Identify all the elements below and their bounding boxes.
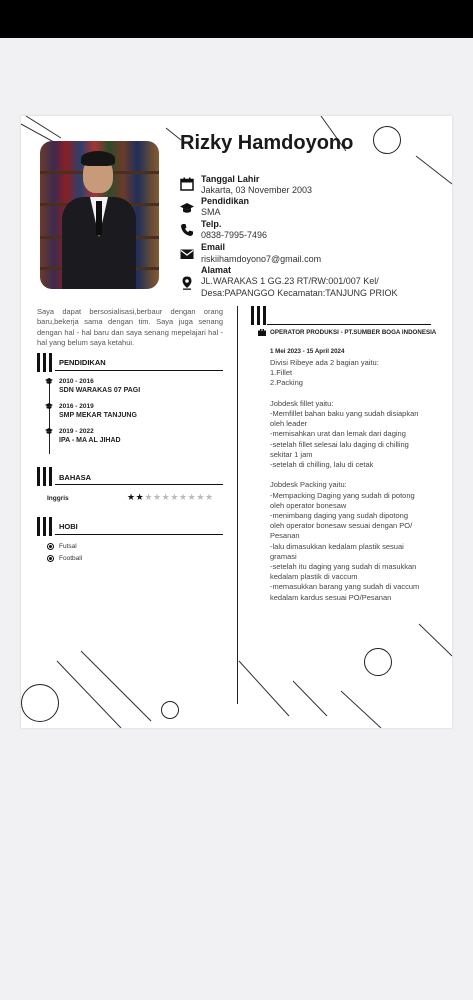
column-divider (237, 306, 238, 704)
experience-line: oleh operator bonesaw sesuai dengan PO/ (270, 521, 413, 531)
experience-line: Jobdesk Packing yaitu: (270, 480, 347, 490)
section-title-education: PENDIDIKAN (59, 358, 106, 367)
mail-icon (180, 247, 194, 261)
section-bars-icon (37, 353, 52, 372)
email-value: riskiihamdoyono7@gmail.com (201, 254, 322, 264)
address-label: Alamat (201, 265, 232, 275)
rating-stars-empty: ★★★★★★★★ (144, 492, 214, 502)
education-timeline (49, 378, 50, 454)
experience-line: -setelah fillet selesai lalu daging di chilling (270, 439, 409, 449)
experience-line: -memasukkan barang yang sudah di vaccum (270, 582, 420, 592)
person-name: Rizky Hamdoyono (180, 132, 354, 154)
experience-line: -Mempacking Daging yang sudah di potong (270, 490, 415, 500)
graduation-cap-icon (45, 378, 53, 384)
section-title-hobby: HOBI (59, 522, 78, 531)
experience-line (270, 470, 446, 480)
decorative-circle (21, 684, 59, 722)
education-years: 2016 - 2019 (59, 403, 94, 410)
experience-line: gramasi (270, 551, 297, 561)
section-divider (55, 534, 223, 535)
about-text: Saya dapat bersosialisasi,berbaur dengan orang baru,bekerja sama dengan tim. Saya juga senang dengan hal - hal baru dan saya senang mepelajari hal - hal yang belum saya ketahui. (37, 307, 223, 347)
phone-label: Telp. (201, 219, 222, 229)
education-years: 2010 - 2016 (59, 378, 94, 385)
section-bars-icon (251, 306, 266, 325)
experience-line: oleh operator bonesaw (270, 500, 347, 510)
briefcase-icon (258, 329, 266, 336)
language-rating-stars (127, 492, 214, 503)
graduation-cap-icon (45, 403, 53, 409)
education-school: SMP MEKAR TANJUNG (59, 412, 137, 419)
phone-value: 0838-7995-7496 (201, 230, 268, 240)
graduation-cap-icon (45, 428, 53, 434)
hobby-bullet-icon (47, 543, 54, 550)
experience-line: 1.Fillet (270, 368, 293, 378)
decorative-circle (161, 701, 179, 719)
education-value: SMA (201, 207, 221, 217)
section-divider (267, 324, 431, 325)
experience-description (270, 358, 446, 603)
education-school: IPA - MA AL JIHAD (59, 437, 121, 444)
section-title-language: BAHASA (59, 473, 92, 482)
experience-line: kedalam plastik di vaccum (270, 572, 358, 582)
section-bars-icon (37, 517, 52, 536)
location-pin-icon (180, 276, 194, 290)
experience-line: -setelah itu daging yang sudah di masukkan (270, 562, 417, 572)
experience-line: -memisahkan urat dan lemak dari daging (270, 429, 406, 439)
language-name: Inggris (47, 495, 69, 502)
birth-value: Jakarta, 03 November 2003 (201, 185, 313, 195)
status-bar (0, 0, 473, 38)
experience-line: oleh leader (270, 419, 308, 429)
rating-stars-filled: ★★ (127, 492, 145, 502)
cv-page (21, 116, 452, 728)
address-line-2: Desa:PAPANGGO Kecamatan:TANJUNG PRIOK (201, 288, 398, 298)
hobby-item: Football (59, 555, 83, 562)
experience-line (270, 389, 446, 399)
section-divider (55, 484, 223, 485)
education-years: 2019 - 2022 (59, 428, 94, 435)
address-line-1: JL.WARAKAS 1 GG.23 RT/RW:001/007 Kel/ (201, 276, 379, 286)
experience-line: 2.Packing (270, 378, 303, 388)
experience-line: kedalam kardus sesuai PO/Pesanan (270, 592, 392, 602)
decorative-circle (364, 648, 392, 676)
profile-photo (40, 141, 159, 289)
phone-icon (180, 223, 194, 237)
graduation-cap-icon (180, 201, 194, 215)
calendar-icon (180, 177, 194, 191)
experience-date: 1 Mei 2023 - 15 April 2024 (270, 348, 345, 355)
education-school: SDN WARAKAS 07 PAGI (59, 387, 141, 394)
birth-label: Tanggal Lahir (201, 174, 260, 184)
section-bars-icon (37, 467, 52, 486)
decorative-circle (373, 126, 401, 154)
experience-line: Jobdesk fillet yaitu: (270, 398, 334, 408)
education-label: Pendidikan (201, 196, 250, 206)
experience-line: sekitar 1 jam (270, 449, 313, 459)
experience-line: Pesanan (270, 531, 300, 541)
experience-line: -menimbang daging yang sudah dipotong (270, 511, 409, 521)
experience-line: -setelah di chilling, lalu di cetak (270, 460, 374, 470)
hobby-item: Futsal (59, 543, 77, 550)
hobby-bullet-icon (47, 555, 54, 562)
email-label: Email (201, 242, 226, 252)
section-divider (55, 370, 223, 371)
experience-line: Divisi Ribeye ada 2 bagian yaitu: (270, 358, 379, 367)
experience-title: OPERATOR PRODUKSI - PT.SUMBER BOGA INDONESIA (270, 329, 437, 336)
experience-line: -Memfillet bahan baku yang sudah disiapkan (270, 409, 419, 419)
experience-line: -lalu dimasukkan kedalam plastik sesuai (270, 541, 404, 551)
